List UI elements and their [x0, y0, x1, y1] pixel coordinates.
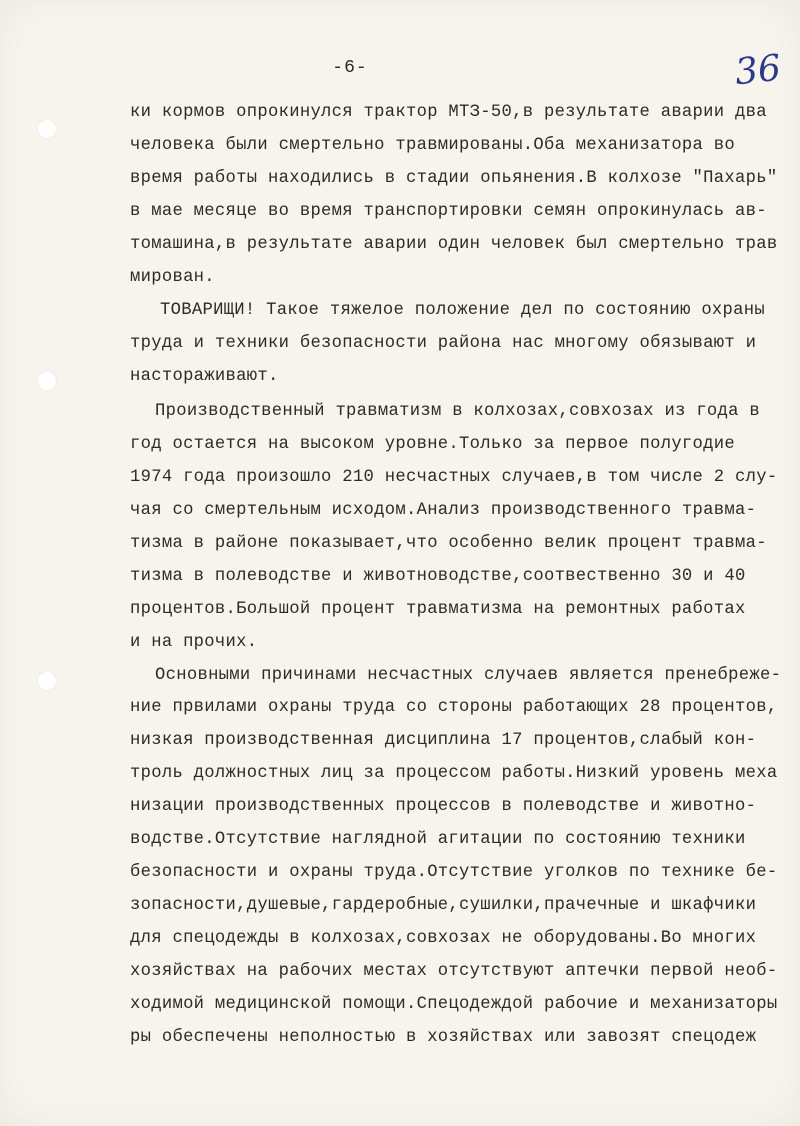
- text-line: зопасности,душевые,гардеробные,сушилки,прачечные и шкафчики: [130, 896, 757, 915]
- text-line: ки кормов опрокинулся трактор МТЗ-50,в результате аварии два: [130, 103, 767, 122]
- text-line: тизма в районе показывает,что особенно велик процент травма-: [130, 534, 767, 553]
- text-line: и на прочих.: [130, 633, 258, 652]
- text-line: 1974 года произошло 210 несчастных случаев,в том числе 2 слу-: [130, 468, 778, 487]
- text-line: безопасности и охраны труда.Отсутствие уголков по технике бе-: [130, 863, 778, 882]
- punch-hole: [38, 120, 56, 138]
- text-line: тизма в полеводстве и животноводстве,соотвественно 30 и 40: [130, 567, 746, 586]
- text-line: ТОВАРИЩИ! Такое тяжелое положение дел по состоянию охраны: [160, 301, 766, 320]
- text-line: процентов.Большой процент травматизма на ремонтных работах: [130, 600, 746, 619]
- text-line: в мае месяце во время транспортировки семян опрокинулась ав-: [130, 202, 767, 221]
- punch-hole: [38, 672, 56, 690]
- text-line: троль должностных лиц за процессом работы.Низкий уровень меха: [130, 764, 778, 783]
- text-line: ры обеспечены неполностью в хозяйствах или завозят спецодеж: [130, 1028, 757, 1047]
- text-line: водстве.Отсутствие наглядной агитации по состоянию техники: [130, 830, 746, 849]
- text-line: время работы находились в стадии опьянения.В колхозе "Пахарь": [130, 169, 778, 188]
- text-line: ходимой медицинской помощи.Спецодеждой рабочие и механизаторы: [130, 995, 778, 1014]
- text-line: ние првилами охраны труда со стороны работающих 28 процентов,: [130, 698, 778, 717]
- text-line: хозяйствах на рабочих местах отсутствуют аптечки первой необ-: [130, 962, 778, 981]
- text-line: для спецодежды в колхозах,совхозах не оборудованы.Во многих: [130, 929, 757, 948]
- text-line: низации производственных процессов в полеводстве и животно-: [130, 797, 757, 816]
- text-line: человека были смертельно травмированы.Оба механизатора во: [130, 136, 736, 155]
- text-line: год остается на высоком уровне.Только за первое полугодие: [130, 435, 736, 454]
- text-line: чая со смертельным исходом.Анализ производственного травма-: [130, 501, 757, 520]
- text-line: Производственный травматизм в колхозах,совхозах из года в: [155, 402, 761, 421]
- page-number: -6-: [332, 58, 368, 78]
- archive-page-annotation: 36: [732, 47, 783, 94]
- text-line: Основными причинами несчастных случаев является пренебреже-: [155, 666, 782, 685]
- punch-hole: [38, 372, 56, 390]
- text-line: томашина,в результате аварии один человек был смертельно трав: [130, 235, 778, 254]
- text-line: настораживают.: [130, 367, 279, 386]
- text-line: низкая производственная дисциплина 17 процентов,слабый кон-: [130, 731, 757, 750]
- text-line: мирован.: [130, 268, 215, 287]
- text-line: труда и техники безопасности района нас многому обязывают и: [130, 334, 757, 353]
